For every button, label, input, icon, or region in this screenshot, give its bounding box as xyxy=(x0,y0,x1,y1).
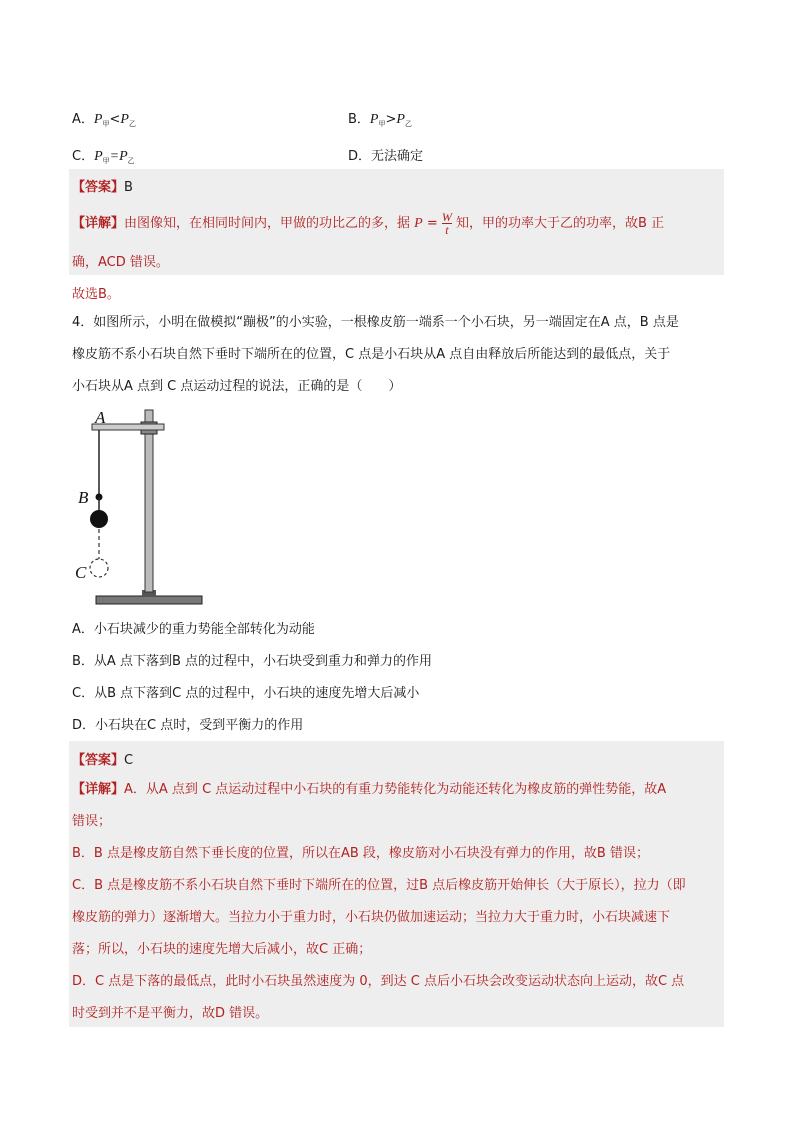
q4-detail-line6: 落；所以，小石块的速度先增大后减小，故C 正确； xyxy=(72,942,372,957)
q4-detail-line3: B．B 点是橡皮筋自然下垂长度的位置，所以在AB 段，橡皮筋对小石块没有弹力的作用，故B 错误； xyxy=(72,846,649,861)
q3-conclusion: 故选B。 xyxy=(72,287,120,302)
stand-base xyxy=(96,596,202,604)
label-a: A xyxy=(95,408,106,427)
q3-option-d: D．无法确定 xyxy=(348,149,424,164)
q4-stem-line1: 4．如图所示，小明在做模拟“蹦极”的小实验，一根橡皮筋一端系一个小石块，另一端固定在A 点，B 点是 xyxy=(72,315,679,330)
formula-fraction: $\frac{W}{t}$ xyxy=(441,210,452,237)
q4-detail-line7: D．C 点是下落的最低点，此时小石块虽然速度为 0，到达 C 点后小石块会改变运动状态向上运动，故C 点 xyxy=(72,974,685,989)
label-b: B xyxy=(78,488,89,507)
q4-answer: 【答案】C xyxy=(72,753,134,768)
q4-detail-line1: 【详解】A．从A 点到 C 点运动过程中小石块的有重力势能转化为动能还转化为橡皮筋的弹性势能，故A xyxy=(72,782,667,797)
q4-option-b: B．从A 点下落到B 点的过程中，小石块受到重力和弹力的作用 xyxy=(72,654,432,669)
q4-option-c: C．从B 点下落到C 点的过程中，小石块的速度先增大后减小 xyxy=(72,686,420,701)
formula-p: P xyxy=(414,216,423,231)
stone-at-c-dashed xyxy=(90,559,108,577)
q4-option-d: D．小石块在C 点时，受到平衡力的作用 xyxy=(72,718,304,733)
q3-answer: 【答案】B xyxy=(72,180,133,195)
q3-detail-line2: 确，ACD 错误。 xyxy=(72,255,169,270)
q4-option-a: A．小石块减少的重力势能全部转化为动能 xyxy=(72,622,315,637)
q4-stem-line3: 小石块从A 点到 C 点运动过程的说法，正确的是（ ） xyxy=(72,379,402,394)
q4-detail-line2: 错误； xyxy=(72,814,112,829)
q3-option-b: B．$P_甲>P_乙$ xyxy=(348,112,412,128)
stone xyxy=(90,510,108,528)
q3-detail-line1: 【详解】由图像知，在相同时间内，甲做的功比乙的多，据 $P = \frac{W}{t}$ 知，甲的功率大于乙的功率，故B 正 xyxy=(72,210,665,237)
bungee-figure xyxy=(70,404,210,609)
stand-pole xyxy=(145,410,153,592)
q4-stem-line2: 橡皮筋不系小石块自然下垂时下端所在的位置，C 点是小石块从A 点自由释放后所能达到的最低点，关于 xyxy=(72,347,671,362)
q4-detail-line4: C．B 点是橡皮筋不系小石块自然下垂时下端所在的位置，过B 点后橡皮筋开始伸长（大于原长），拉力（即 xyxy=(72,878,686,893)
label-c: C xyxy=(75,563,87,582)
q4-detail-line5: 橡皮筋的弹力）逐渐增大。当拉力小于重力时，小石块仍做加速运动；当拉力大于重力时，小石块减速下 xyxy=(72,910,671,925)
q3-option-c: C．$P_甲=P_乙$ xyxy=(72,149,135,165)
q4-detail-line8: 时受到并不是平衡力，故D 错误。 xyxy=(72,1006,269,1021)
q3-option-a: A．$P_甲<P_乙$ xyxy=(72,112,136,128)
